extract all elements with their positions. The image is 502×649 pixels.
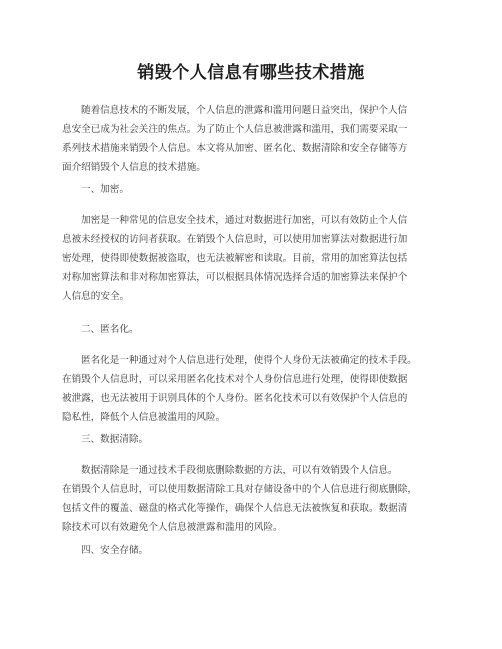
paragraph-line: 除技术可以有效避免个人信息被泄露和滥用的风险。 [62,522,283,533]
paragraph-line: 包括文件的覆盖、磁盘的格式化等操作，确保个人信息无法被恢复和获取。数据清 [62,503,408,514]
paragraph-line: 息被未经授权的访问者获取。在销毁个人信息时，可以使用加密算法对数据进行加 [62,234,408,245]
paragraph-line: 隐私性，降低个人信息被滥用的风险。 [62,412,226,423]
section-paragraph-anonymization [62,351,442,427]
section-paragraph-data-erasure [62,461,442,537]
intro-paragraph [62,101,442,177]
paragraph-line: 对称加密算法和非对称加密算法，可以根据具体情况选择合适的加密算法来保护个 [62,272,408,283]
section-heading-anonymization: 二、匿名化。 [81,324,139,335]
section-heading-encryption: 一、加密。 [81,184,129,195]
paragraph-line: 被泄露，也无法被用于识别具体的个人身份。匿名化技术可以有效保护个人信息的 [62,393,408,404]
paragraph-line: 息安全已成为社会关注的焦点。为了防止个人信息被泄露和滥用，我们需要采取一 [62,124,408,135]
paragraph-line: 在销毁个人信息时，可以使用数据清除工具对存储设备中的个人信息进行彻底删除， [62,484,417,495]
paragraph-line: 在销毁个人信息时，可以采用匿名化技术对个人身份信息进行处理，使得即使数据 [62,374,408,385]
page-title: 销毁个人信息有哪些技术措施 [137,63,365,83]
section-heading-data-erasure: 三、数据清除。 [81,434,149,445]
section-heading-secure-storage: 四、安全存储。 [81,545,149,556]
paragraph-line: 人信息的安全。 [62,291,130,302]
paragraph-line: 数据清除是一通过技术手段彻底删除数据的方法，可以有效销毁个人信息。 [81,465,398,476]
paragraph-line: 随着信息技术的不断发展，个人信息的泄露和滥用问题日益突出，保护个人信 [81,105,408,116]
paragraph-line: 面介绍销毁个人信息的技术措施。 [62,162,206,173]
paragraph-line: 加密是一种常见的信息安全技术，通过对数据进行加密，可以有效防止个人信 [81,215,408,226]
paragraph-line: 系列技术措施来销毁个人信息。本文将从加密、匿名化、数据清除和安全存储等方 [62,143,408,154]
paragraph-line: 匿名化是一种通过对个人信息进行处理，使得个人身份无法被确定的技术手段。 [81,355,417,366]
paragraph-line: 密处理，使得即使数据被盗取，也无法被解密和读取。目前，常用的加密算法包括 [62,253,408,264]
section-paragraph-encryption [62,211,442,306]
